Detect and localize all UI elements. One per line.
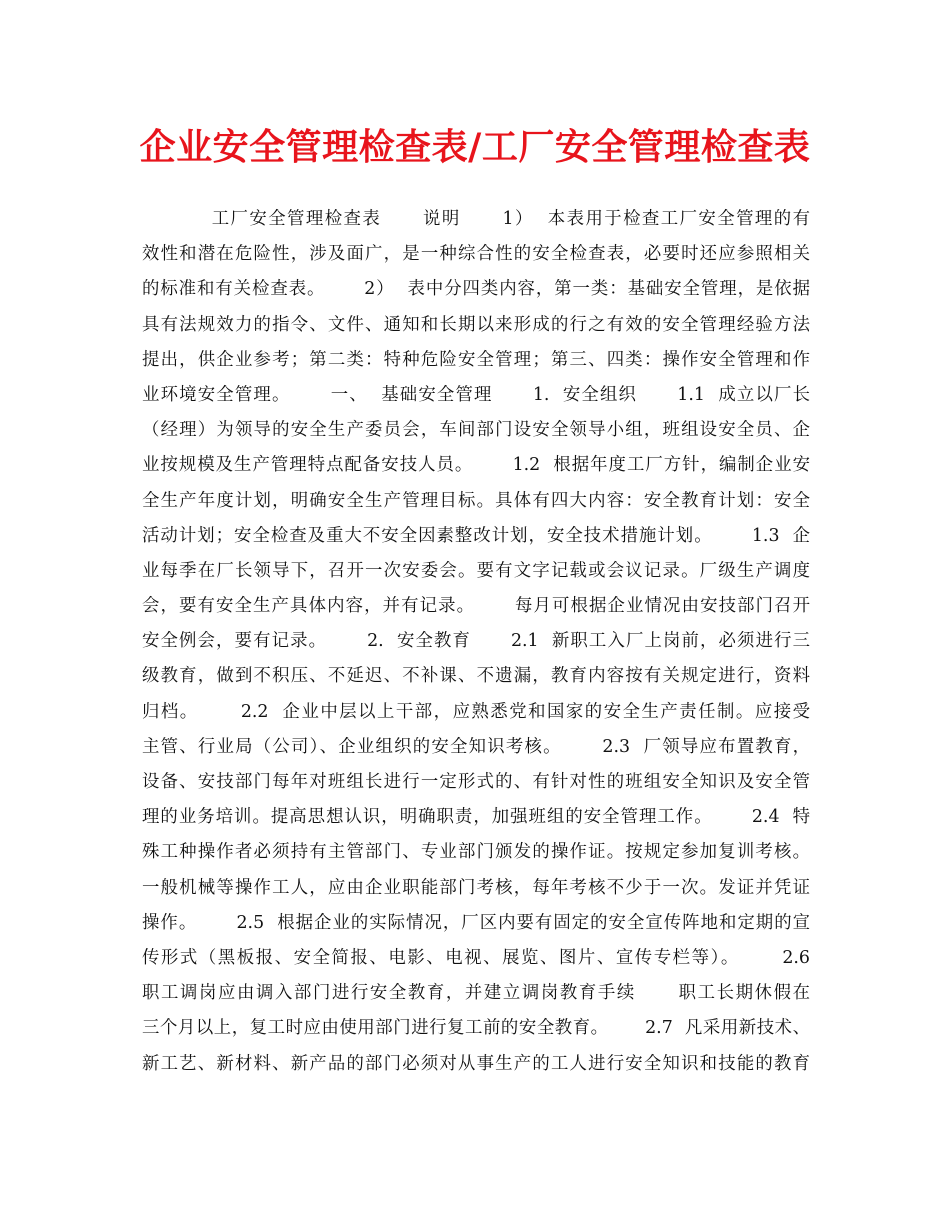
body-line: 主管、行业局（公司）、企业组织的安全知识考核。 2.3 厂领导应布置教育，	[142, 736, 810, 757]
body-line: 殊工种操作者必须持有主管部门、专业部门颁发的操作证。按规定参加复训考核。	[142, 842, 810, 863]
body-line: 效性和潜在危险性，涉及面广，是一种综合性的安全检查表，必要时还应参照相关	[142, 244, 810, 265]
body-line: 级教育，做到不积压、不延迟、不补课、不遗漏，教育内容按有关规定进行，资料	[142, 666, 810, 687]
document-body	[142, 202, 810, 1082]
body-line: 一般机械等操作工人，应由企业职能部门考核，每年考核不少于一次。发证并凭证	[142, 877, 810, 898]
body-line: 新工艺、新材料、新产品的部门必须对从事生产的工人进行安全知识和技能的教育	[142, 1053, 810, 1074]
body-line: 全生产年度计划，明确安全生产管理目标。具体有四大内容：安全教育计划：安全	[142, 490, 810, 511]
document-title: 企业安全管理检查表/工厂安全管理检查表	[139, 126, 811, 168]
body-line: 具有法规效力的指令、文件、通知和长期以来形成的行之有效的安全管理经验方法	[142, 314, 810, 335]
body-line: 活动计划；安全检查及重大不安全因素整改计划，安全技术措施计划。 1.3 企	[142, 525, 810, 546]
body-line: 业按规模及生产管理特点配备安技人员。 1.2 根据年度工厂方针，编制企业安	[142, 455, 810, 476]
body-line: 设备、安技部门每年对班组长进行一定形式的、有针对性的班组安全知识及安全管	[142, 772, 810, 792]
body-line: 会，要有安全生产具体内容，并有记录。 每月可根据企业情况由安技部门召开	[142, 596, 810, 617]
body-line: 安全例会，要有记录。 2. 安全教育 2.1 新职工入厂上岗前，必须进行三	[142, 631, 810, 652]
body-line: 工厂安全管理检查表 说明 1） 本表用于检查工厂安全管理的有	[142, 209, 810, 229]
body-line: 业环境安全管理。 一、 基础安全管理 1. 安全组织 1.1 成立以厂长	[142, 384, 810, 405]
body-line: 提出，供企业参考；第二类：特种危险安全管理；第三、四类：操作安全管理和作	[142, 349, 810, 370]
body-line: 理的业务培训。提高思想认识，明确职责，加强班组的安全管理工作。 2.4 特	[142, 807, 810, 828]
body-line: 传形式（黑板报、安全简报、电影、电视、展览、图片、宣传专栏等）。 2.6	[142, 947, 810, 968]
body-line: 归档。 2.2 企业中层以上干部，应熟悉党和国家的安全生产责任制。应接受	[142, 701, 810, 722]
body-line: 的标准和有关检查表。 2） 表中分四类内容，第一类：基础安全管理，是依据	[142, 279, 810, 300]
body-line: 操作。 2.5 根据企业的实际情况，厂区内要有固定的安全宣传阵地和定期的宣	[142, 912, 810, 933]
body-line: （经理）为领导的安全生产委员会，车间部门设安全领导小组，班组设安全员、企	[142, 420, 810, 441]
body-line: 业每季在厂长领导下，召开一次安委会。要有文字记载或会议记录。厂级生产调度	[142, 560, 810, 581]
body-line: 三个月以上，复工时应由使用部门进行复工前的安全教育。 2.7 凡采用新技术、	[142, 1018, 810, 1039]
body-line: 职工调岗应由调入部门进行安全教育，并建立调岗教育手续 职工长期休假在	[142, 983, 810, 1004]
